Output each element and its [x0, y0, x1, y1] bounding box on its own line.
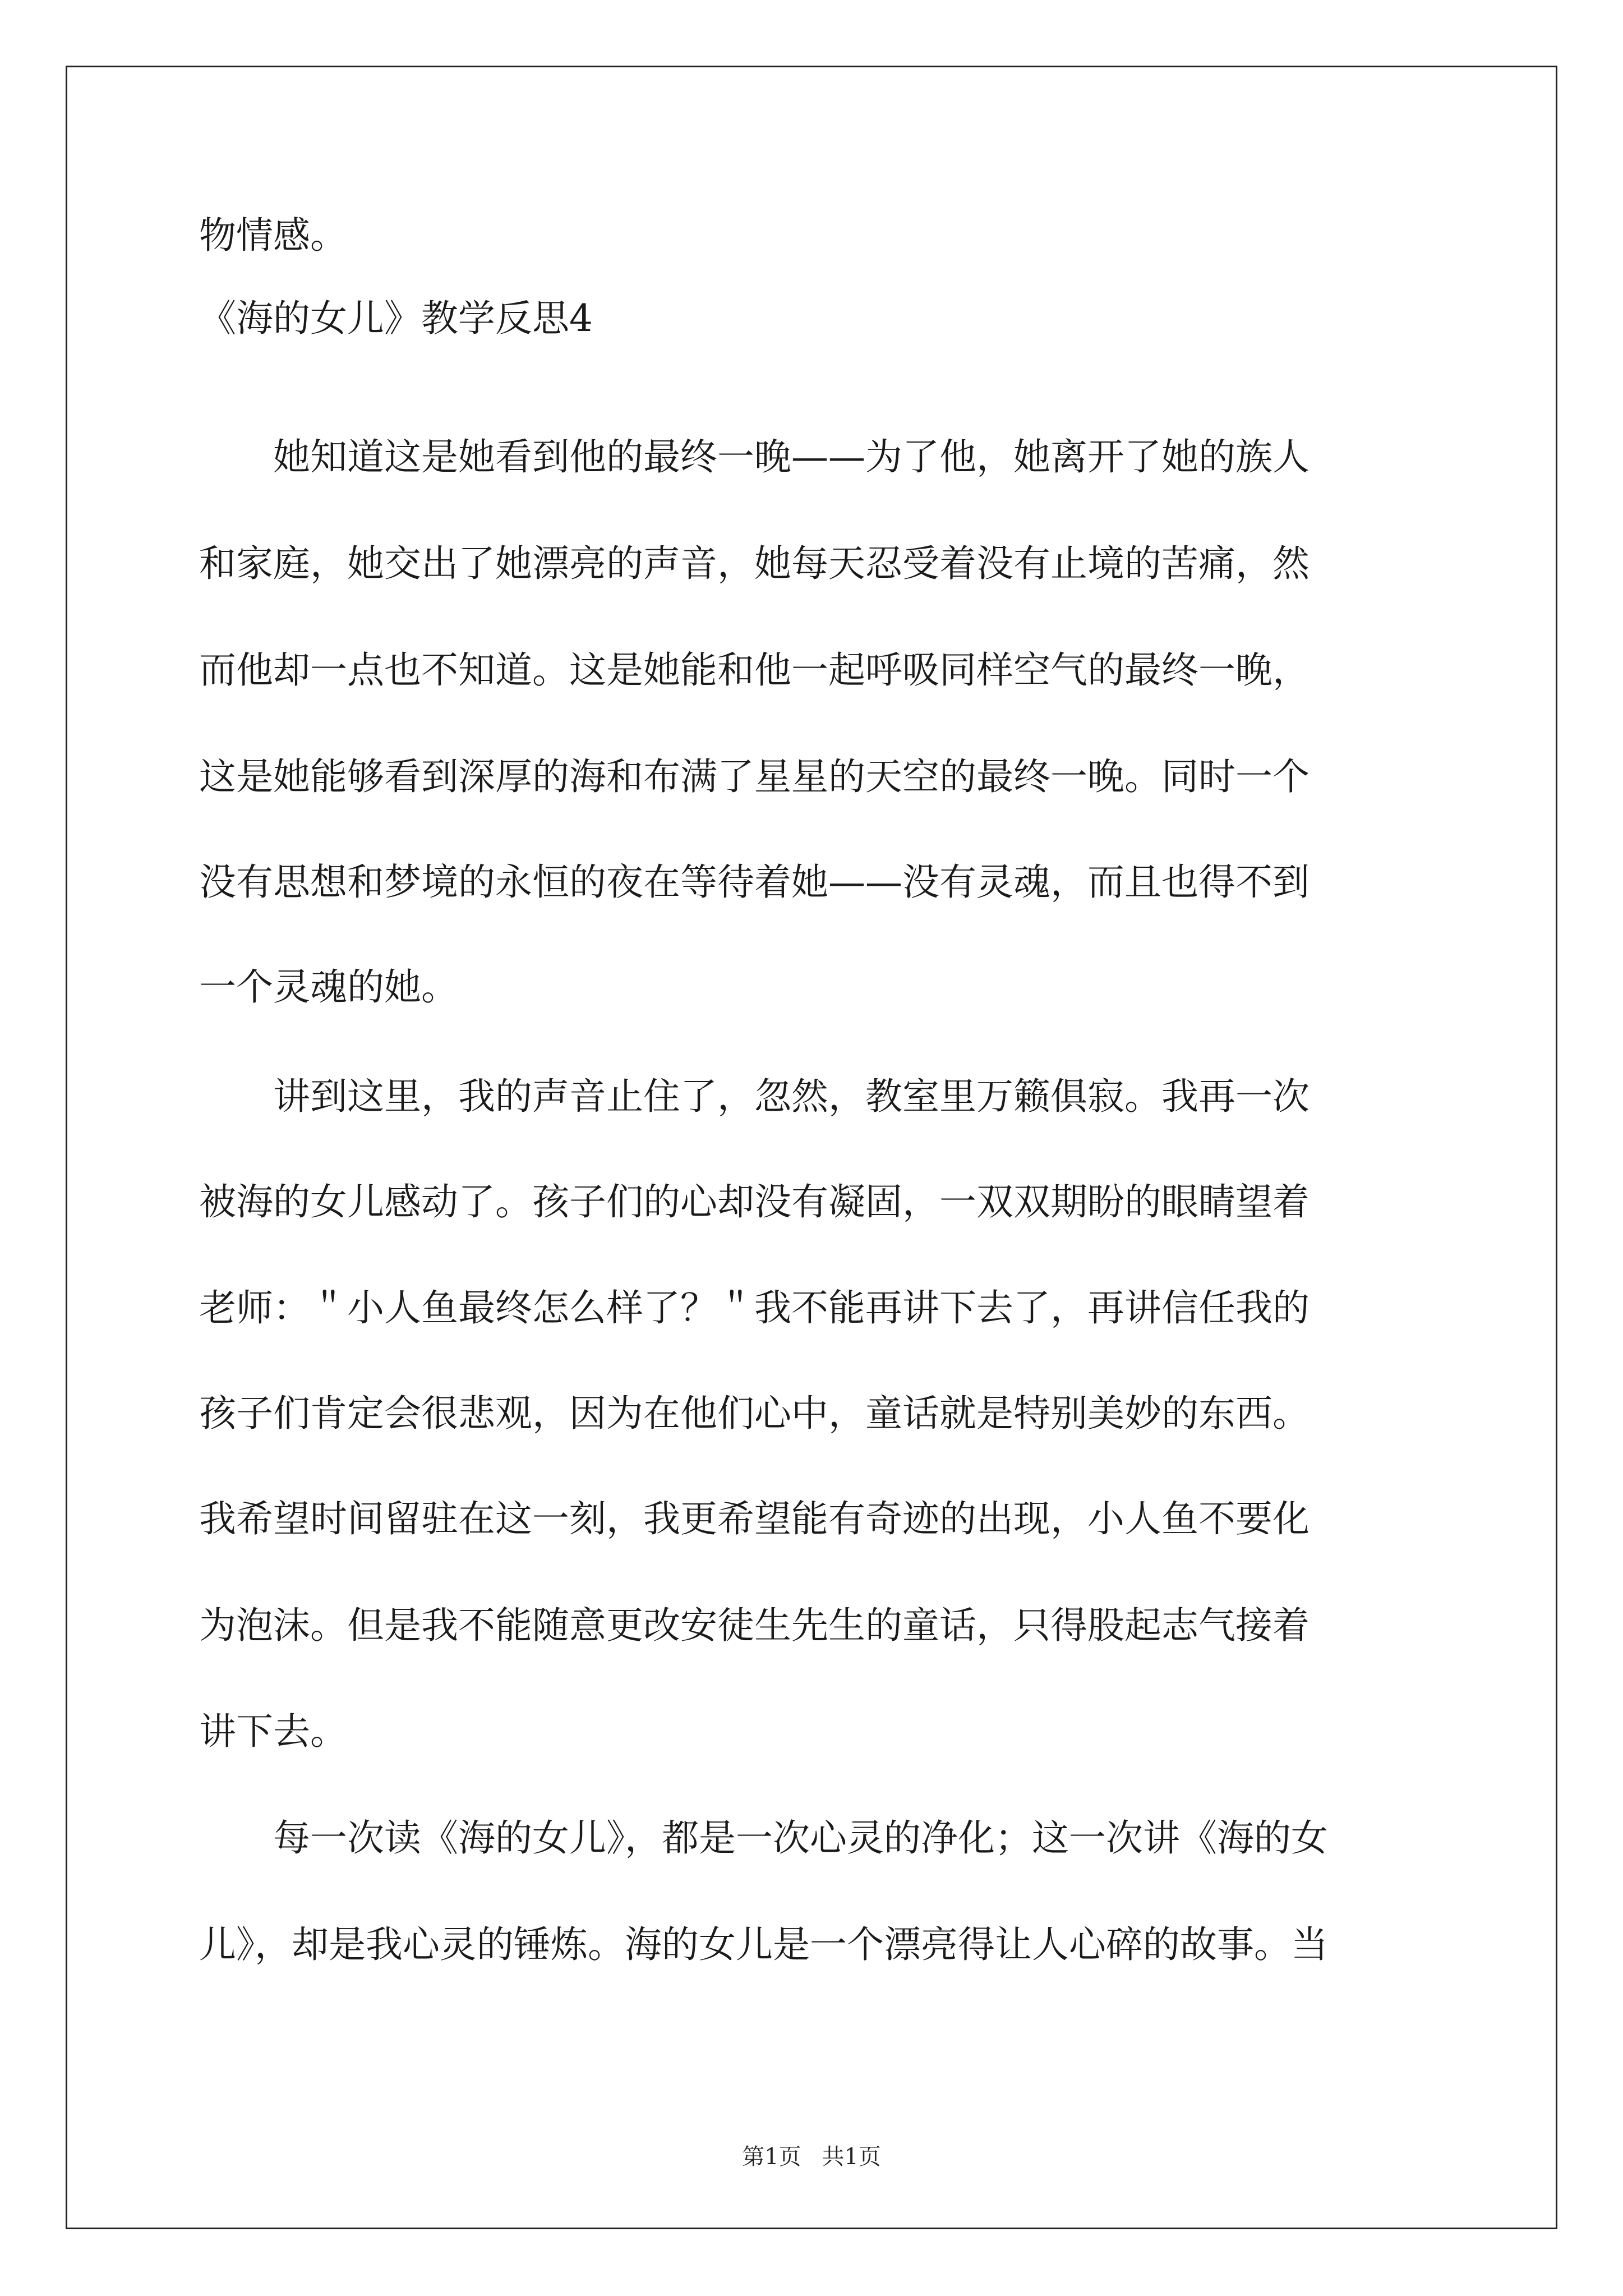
page-number: 第1页	[742, 2144, 801, 2170]
text-line: 没有思想和梦境的永恒的夜在等待着她——没有灵魂，而且也得不到	[199, 861, 1310, 904]
text-line: 被海的女儿感动了。孩子们的心却没有凝固，一双双期盼的眼睛望着	[199, 1180, 1310, 1223]
text-line: 讲到这里，我的声音止住了，忽然，教室里万籁俱寂。我再一次	[199, 1075, 1310, 1118]
text-line: 我希望时间留驻在这一刻，我更希望能有奇迹的出现，小人鱼不要化	[199, 1497, 1310, 1540]
page-total: 共1页	[822, 2144, 881, 2170]
text-line: 一个灵魂的她。	[199, 965, 458, 1009]
page-footer	[0, 2143, 1623, 2171]
text-line: 她知道这是她看到他的最终一晚——为了他，她离开了她的族人	[199, 435, 1310, 478]
text-line: 而他却一点也不知道。这是她能和他一起呼吸同样空气的最终一晚，	[199, 648, 1310, 692]
text-line: 老师：＂小人鱼最终怎么样了？＂我不能再讲下去了，再讲信任我的	[199, 1286, 1310, 1329]
section-heading: 《海的女儿》教学反思4	[199, 297, 593, 340]
text-line: 和家庭，她交出了她漂亮的声音，她每天忍受着没有止境的苦痛，然	[199, 542, 1310, 585]
text-line: 儿》，却是我心灵的锤炼。海的女儿是一个漂亮得让人心碎的故事。当	[199, 1923, 1328, 1966]
text-line: 孩子们肯定会很悲观，因为在他们心中，童话就是特别美妙的东西。	[199, 1392, 1310, 1435]
text-line: 这是她能够看到深厚的海和布满了星星的天空的最终一晚。同时一个	[199, 755, 1310, 798]
page-border	[66, 66, 1557, 2229]
text-line: 每一次读《海的女儿》，都是一次心灵的净化；这一次讲《海的女	[199, 1816, 1328, 1860]
text-line: 讲下去。	[199, 1710, 347, 1753]
text-line: 为泡沫。但是我不能随意更改安徒生先生的童话，只得股起志气接着	[199, 1604, 1310, 1647]
text-line: 物情感。	[199, 214, 347, 257]
